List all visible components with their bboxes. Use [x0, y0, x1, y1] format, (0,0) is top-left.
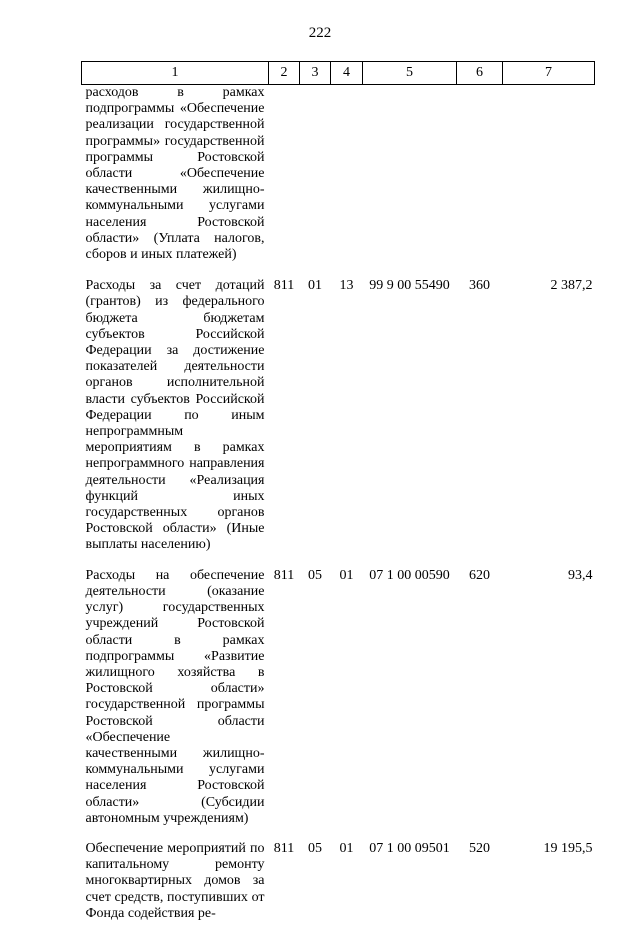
row-section-code: 05 [308, 840, 322, 856]
budget-table-wrapper [81, 61, 595, 936]
row-target-article: 99 9 00 55490 [369, 278, 450, 294]
header-col-4: 4 [331, 62, 363, 85]
header-col-3: 3 [300, 62, 331, 85]
row-expense-type: 520 [469, 840, 490, 856]
row-ministry-code: 811 [273, 840, 295, 856]
row-description: Обеспечение мероприятий по капитальному ремонту многоквартирных домов за счет средств, поступивших от Фонда содействия ре- [85, 840, 265, 921]
row-section-code [300, 85, 331, 279]
row-target-article: 07 1 00 09501 [369, 840, 450, 856]
table-header-row [82, 62, 595, 85]
row-amount [503, 85, 595, 279]
row-expense-type: 620 [469, 567, 490, 583]
row-section-code: 01 [308, 278, 322, 294]
header-col-6: 6 [457, 62, 503, 85]
row-expense-type: 360 [469, 278, 490, 294]
row-ministry-code: 811 [273, 567, 295, 583]
row-subsection-code: 01 [339, 567, 354, 583]
row-section-code: 05 [308, 567, 322, 583]
row-description: Расходы за счет дотаций (грантов) из федерального бюджета бюджетам субъектов Российской Федерации за достижение показателей деятельности органов исполнительной власти субъектов Российской Федерации по иным непрограммным мероприятиям в рамках непрограммного направления деятельности «Реализация функций иных государственных органов Ростовской области» (Иные выплаты населению) [85, 278, 265, 553]
table-row [82, 568, 595, 841]
table-row [82, 841, 595, 936]
header-col-5: 5 [363, 62, 457, 85]
header-col-1: 1 [82, 62, 269, 85]
row-amount: 2 387,2 [550, 278, 593, 294]
row-ministry-code [269, 85, 300, 279]
row-subsection-code: 13 [339, 278, 354, 294]
table-row [82, 278, 595, 567]
header-col-2: 2 [269, 62, 300, 85]
row-expense-type [457, 85, 503, 279]
row-amount: 19 195,5 [543, 840, 593, 856]
budget-table [81, 61, 595, 936]
row-description: расходов в рамках подпрограммы «Обеспечение реализации государственной программы» государственной программы Ростовской области «Обеспечение качественными жилищно-коммунальными услугами населения Ростовской области» (Уплата налогов, сборов и иных платежей) [85, 85, 265, 263]
row-description: Расходы на обеспечение деятельности (оказание услуг) государственных учреждений Ростовской области в рамках подпрограммы «Развитие жилищного хозяйства в Ростовской области» государственной программы Ростовской области «Обеспечение качественными жилищно-коммунальными услугами населения Ростовской области» (Субсидии автономным учреждениям) [85, 567, 265, 826]
row-target-article: 07 1 00 00590 [369, 567, 450, 583]
row-ministry-code: 811 [273, 278, 295, 294]
row-target-article [363, 85, 457, 279]
table-row [82, 85, 595, 279]
header-col-7: 7 [503, 62, 595, 85]
page-number: 222 [308, 25, 332, 41]
row-subsection-code [331, 85, 363, 279]
row-subsection-code: 01 [339, 840, 354, 856]
row-amount: 93,4 [568, 567, 593, 583]
